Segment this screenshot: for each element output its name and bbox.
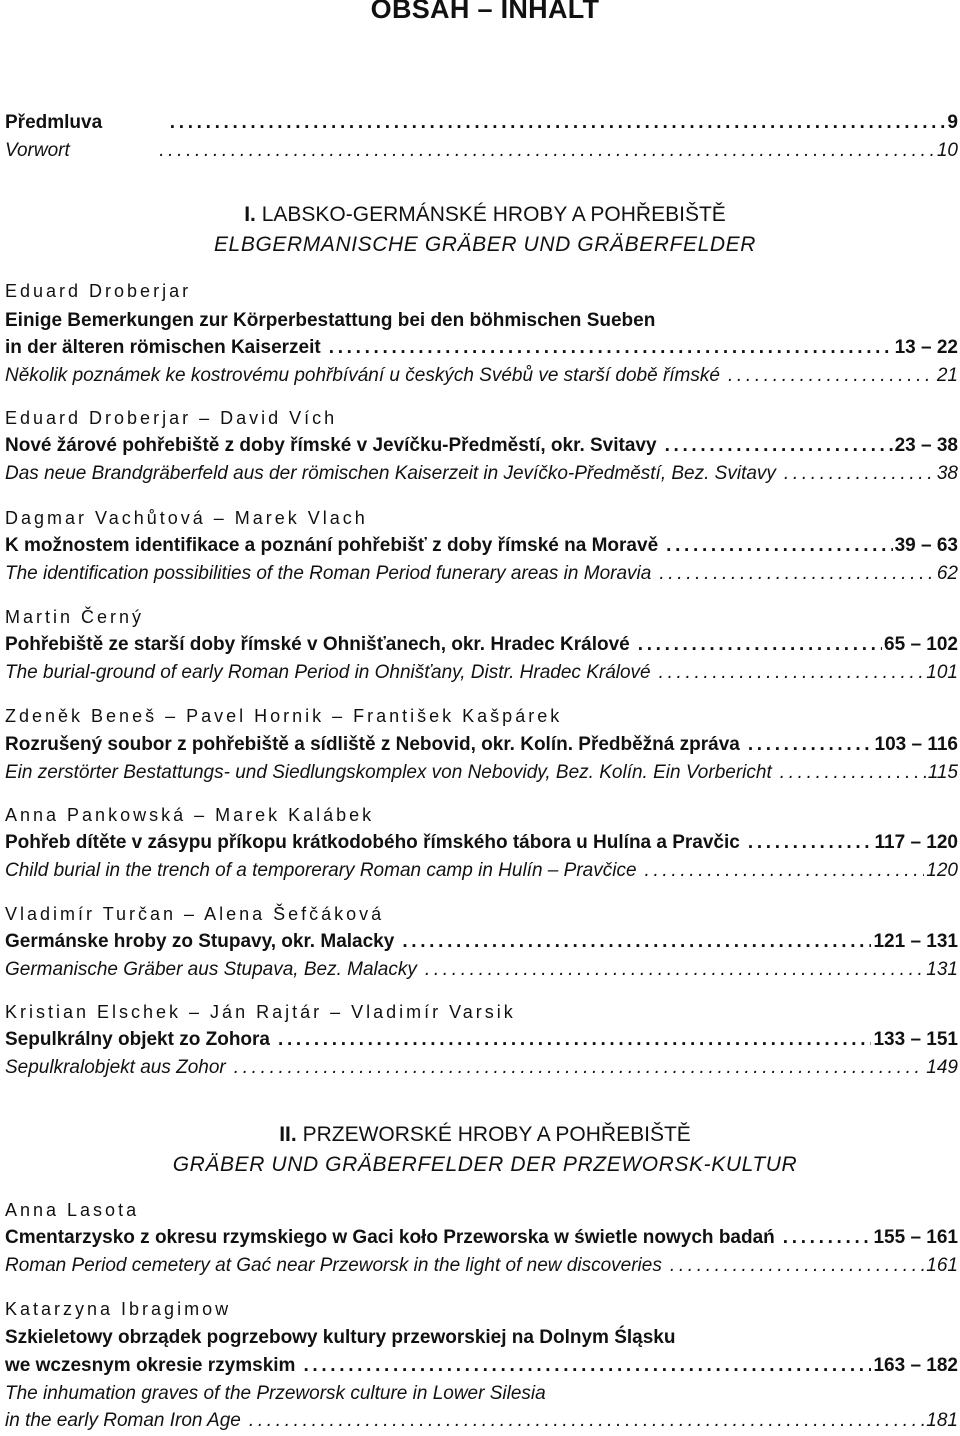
author-names: Kristian Elschek – Ján Rajtár – Vladimír Varsik bbox=[5, 1002, 516, 1022]
dot-leader bbox=[665, 433, 893, 459]
section-number: I. bbox=[244, 203, 256, 226]
toc-entry-preface[interactable] bbox=[5, 110, 958, 136]
author-names: Katarzyna Ibragimow bbox=[5, 1299, 232, 1319]
entry-title: Vorwort bbox=[5, 140, 70, 161]
page-number: 115 bbox=[927, 762, 958, 783]
dot-leader bbox=[670, 1253, 924, 1279]
author-names: Eduard Droberjar bbox=[5, 281, 192, 301]
page-range: 13 – 22 bbox=[894, 337, 958, 358]
entry-title: K možnostem identifikace a poznání pohřebišť z doby římské na Moravě bbox=[5, 535, 659, 556]
page-number: 62 bbox=[936, 563, 958, 584]
entry-title: Pohřebiště ze starší doby římské v Ohnišťanech, okr. Hradec Králové bbox=[5, 634, 630, 655]
entry-title: Pohřeb dítěte v zásypu příkopu krátkodobého římského tábora u Hulína a Pravčic bbox=[5, 832, 740, 853]
page-range: 103 – 116 bbox=[874, 734, 958, 755]
toc-entry-translation[interactable] bbox=[5, 461, 958, 487]
dot-leader bbox=[329, 335, 893, 361]
section-heading bbox=[0, 201, 960, 229]
toc-entry[interactable] bbox=[5, 433, 958, 459]
toc-entry-translation[interactable] bbox=[5, 660, 958, 686]
entry-translation: Das neue Brandgräberfeld aus der römischen Kaiserzeit in Jevíčko-Předměstí, Bez. Svitavy bbox=[5, 463, 776, 484]
entry-translation-line: The inhumation graves of the Przeworsk culture in Lower Silesia bbox=[5, 1383, 546, 1404]
toc-entry[interactable] bbox=[5, 632, 958, 658]
entry-title-line: Einige Bemerkungen zur Körperbestattung bei den böhmischen Sueben bbox=[5, 310, 656, 331]
dot-leader bbox=[638, 632, 882, 658]
page-number: 181 bbox=[926, 1410, 958, 1431]
dot-leader bbox=[425, 957, 924, 983]
page-range: 155 – 161 bbox=[873, 1227, 958, 1248]
author-names: Martin Černý bbox=[5, 607, 145, 627]
dot-leader bbox=[645, 858, 925, 884]
toc-entry[interactable] bbox=[5, 335, 958, 361]
entry-translation: Germanische Gräber aus Stupava, Bez. Malacky bbox=[5, 959, 417, 980]
entry-title: Germánske hroby zo Stupavy, okr. Malacky bbox=[5, 931, 395, 952]
dot-leader bbox=[234, 1055, 925, 1081]
dot-leader bbox=[303, 1353, 871, 1379]
entry-translation: Několik poznámek ke kostrovému pohřbívání u českých Svébů ve starší době římské bbox=[5, 365, 720, 386]
entry-title-line: Szkieletowy obrządek pogrzebowy kultury przeworskiej na Dolnym Śląsku bbox=[5, 1327, 676, 1348]
page-number: 131 bbox=[926, 959, 958, 980]
toc-entry-translation[interactable] bbox=[5, 561, 958, 587]
toc-entry-translation[interactable] bbox=[5, 1253, 958, 1279]
entry-translation: Child burial in the trench of a temporerary Roman camp in Hulín – Pravčice bbox=[5, 860, 637, 881]
entry-title: in der älteren römischen Kaiserzeit bbox=[5, 337, 321, 358]
page-range: 23 – 38 bbox=[894, 435, 958, 456]
author-names: Eduard Droberjar – David Vích bbox=[5, 408, 338, 428]
dot-leader bbox=[249, 1408, 924, 1434]
toc-entry-translation[interactable] bbox=[5, 363, 958, 389]
section-subtitle: GRÄBER UND GRÄBERFELDER DER PRZEWORSK-KULTUR bbox=[172, 1153, 798, 1176]
dot-leader bbox=[659, 660, 925, 686]
entry-translation: Sepulkralobjekt aus Zohor bbox=[5, 1057, 226, 1078]
entry-translation: Ein zerstörter Bestattungs- und Siedlungskomplex von Nebovidy, Bez. Kolín. Ein Vorbericht bbox=[5, 762, 772, 783]
author-names: Zdeněk Beneš – Pavel Hornik – František Kašpárek bbox=[5, 706, 563, 726]
entry-translation: in the early Roman Iron Age bbox=[5, 1410, 241, 1431]
entry-title: Sepulkrálny objekt zo Zohora bbox=[5, 1029, 270, 1050]
toc-entry-translation[interactable] bbox=[5, 957, 958, 983]
dot-leader bbox=[748, 732, 873, 758]
dot-leader bbox=[659, 561, 935, 587]
page-number: 9 bbox=[947, 112, 958, 133]
entry-title: Předmluva bbox=[5, 112, 103, 133]
page-range: 163 – 182 bbox=[873, 1355, 958, 1376]
toc-entry[interactable] bbox=[5, 732, 958, 758]
dot-leader bbox=[278, 1027, 871, 1053]
section-heading bbox=[0, 1121, 960, 1149]
toc-entry-translation[interactable] bbox=[5, 1055, 958, 1081]
section-title: LABSKO-GERMÁNSKÉ HROBY A POHŘEBIŠTĚ bbox=[261, 203, 726, 226]
dot-leader bbox=[780, 760, 926, 786]
author-names: Dagmar Vachůtová – Marek Vlach bbox=[5, 508, 368, 528]
entry-title: Cmentarzysko z okresu rzymskiego w Gaci koło Przeworska w świetle nowych badań bbox=[5, 1227, 775, 1248]
dot-leader bbox=[728, 363, 935, 389]
section-subtitle: ELBGERMANISCHE GRÄBER UND GRÄBERFELDER bbox=[213, 233, 757, 256]
page-number: 161 bbox=[926, 1255, 958, 1276]
page-number: 21 bbox=[936, 365, 958, 386]
page-range: 117 – 120 bbox=[874, 832, 958, 853]
page-range: 39 – 63 bbox=[894, 535, 958, 556]
page-range: 121 – 131 bbox=[873, 931, 958, 952]
page-number: 120 bbox=[926, 860, 958, 881]
page-number: 101 bbox=[926, 662, 958, 683]
dot-leader bbox=[78, 138, 935, 164]
entry-translation: Roman Period cemetery at Gać near Przeworsk in the light of new discoveries bbox=[5, 1255, 662, 1276]
author-names: Anna Pankowská – Marek Kalábek bbox=[5, 805, 375, 825]
dot-leader bbox=[402, 929, 871, 955]
dot-leader bbox=[783, 1225, 872, 1251]
toc-entry-vorwort[interactable] bbox=[5, 138, 958, 164]
dot-leader bbox=[748, 830, 873, 856]
dot-leader bbox=[110, 110, 945, 136]
entry-translation: The burial-ground of early Roman Period in Ohnišťany, Distr. Hradec Králové bbox=[5, 662, 651, 683]
dot-leader bbox=[784, 461, 935, 487]
toc-entry[interactable] bbox=[5, 1225, 958, 1251]
page-number: 38 bbox=[936, 463, 958, 484]
page-number: 10 bbox=[936, 140, 958, 161]
entry-title: we wczesnym okresie rzymskim bbox=[5, 1355, 296, 1376]
toc-entry[interactable] bbox=[5, 533, 958, 559]
entry-translation: The identification possibilities of the Roman Period funerary areas in Moravia bbox=[5, 563, 652, 584]
section-number: II. bbox=[279, 1123, 297, 1146]
toc-entry[interactable] bbox=[5, 1353, 958, 1379]
dot-leader bbox=[666, 533, 892, 559]
author-names: Vladimír Turčan – Alena Šefčáková bbox=[5, 904, 385, 924]
author-names: Anna Lasota bbox=[5, 1200, 140, 1220]
page-number: 149 bbox=[926, 1057, 958, 1078]
page-title: OBSAH – INHALT bbox=[370, 0, 600, 24]
toc-entry-translation[interactable] bbox=[5, 760, 958, 786]
toc-entry[interactable] bbox=[5, 1027, 958, 1053]
toc-entry-translation[interactable] bbox=[5, 858, 958, 884]
entry-title: Nové žárové pohřebiště z doby římské v Jevíčku-Předměstí, okr. Svitavy bbox=[5, 435, 657, 456]
toc-entry[interactable] bbox=[5, 929, 958, 955]
page-range: 133 – 151 bbox=[873, 1029, 958, 1050]
entry-title: Rozrušený soubor z pohřebiště a sídliště z Nebovid, okr. Kolín. Předběžná zpráva bbox=[5, 734, 740, 755]
toc-entry-translation[interactable] bbox=[5, 1408, 958, 1434]
toc-entry[interactable] bbox=[5, 830, 958, 856]
page-range: 65 – 102 bbox=[884, 634, 958, 655]
section-title: PRZEWORSKÉ HROBY A POHŘEBIŠTĚ bbox=[302, 1123, 691, 1146]
